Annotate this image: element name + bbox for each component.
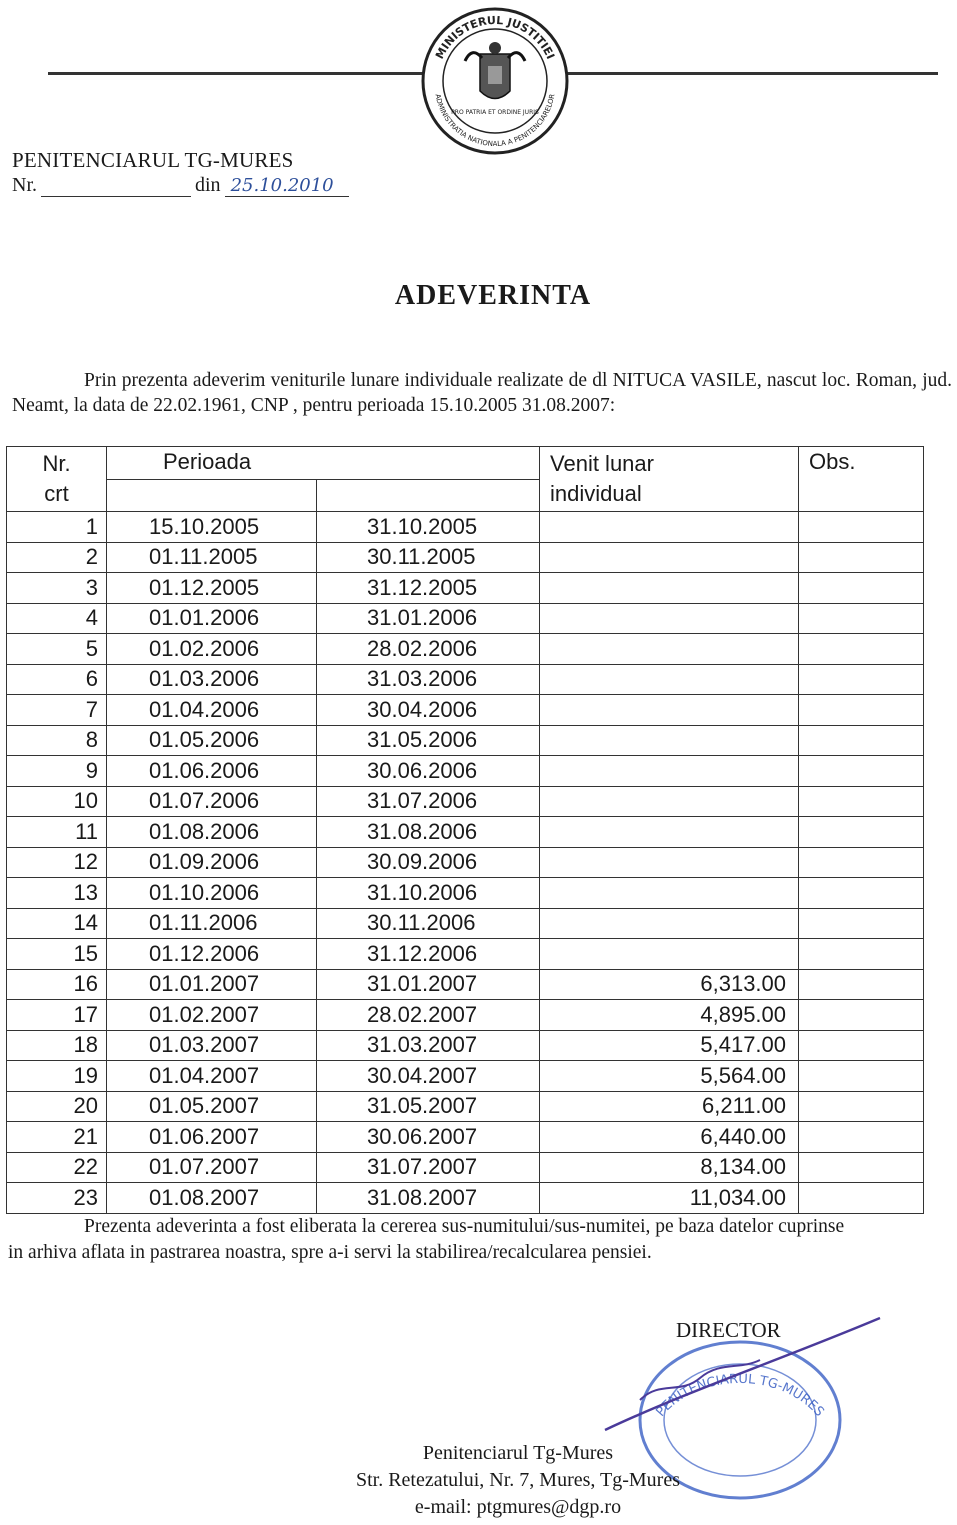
row-number-cell: 8 [7, 725, 107, 756]
obs-cell [799, 1061, 924, 1092]
row-number-cell: 9 [7, 756, 107, 787]
obs-cell [799, 756, 924, 787]
income-cell [540, 512, 799, 543]
row-number-cell: 22 [7, 1152, 107, 1183]
period-start-cell: 01.02.2006 [107, 634, 317, 665]
obs-cell [799, 1183, 924, 1214]
document-title: ADEVERINTA [394, 280, 592, 311]
header-perioada: Perioada [107, 447, 540, 480]
obs-cell [799, 878, 924, 909]
footer-line-1: Penitenciarul Tg-Mures [422, 1442, 614, 1464]
row-number-cell: 5 [7, 634, 107, 665]
period-end-cell: 28.02.2007 [317, 1000, 540, 1031]
income-cell [540, 573, 799, 604]
closing-line-2: in arhiva aflata in pastrarea noastra, spre a-i servi la stabilirea/recalcularea pensiei. [8, 1242, 652, 1263]
period-start-cell: 01.07.2007 [107, 1152, 317, 1183]
footer-email: e-mail: ptgmures@dgp.ro [414, 1496, 622, 1518]
income-cell: 6,313.00 [540, 969, 799, 1000]
intro-paragraph [12, 368, 952, 418]
income-cell [540, 939, 799, 970]
table-row [7, 939, 924, 970]
header-nr-crt: Nr. crt [7, 447, 107, 512]
table-row [7, 847, 924, 878]
row-number-cell: 2 [7, 542, 107, 573]
row-number-cell: 7 [7, 695, 107, 726]
row-number-cell: 18 [7, 1030, 107, 1061]
income-cell [540, 847, 799, 878]
row-number-cell: 13 [7, 878, 107, 909]
row-number-cell: 12 [7, 847, 107, 878]
obs-cell [799, 664, 924, 695]
obs-cell [799, 695, 924, 726]
table-row [7, 878, 924, 909]
period-end-cell: 31.08.2006 [317, 817, 540, 848]
income-cell: 6,440.00 [540, 1122, 799, 1153]
obs-cell [799, 969, 924, 1000]
obs-cell [799, 634, 924, 665]
row-number-cell: 10 [7, 786, 107, 817]
footer-line-2: Str. Retezatului, Nr. 7, Mures, Tg-Mures [355, 1469, 681, 1491]
table-row [7, 725, 924, 756]
income-cell [540, 695, 799, 726]
table-row [7, 1091, 924, 1122]
institution-name: PENITENCIARUL TG-MURES [12, 148, 294, 172]
table-row [7, 1152, 924, 1183]
period-end-cell: 31.01.2007 [317, 969, 540, 1000]
table-row [7, 1183, 924, 1214]
period-start-cell: 01.08.2006 [107, 817, 317, 848]
period-start-cell: 01.05.2007 [107, 1091, 317, 1122]
table-row [7, 512, 924, 543]
period-end-cell: 31.03.2006 [317, 664, 540, 695]
period-start-cell: 01.02.2007 [107, 1000, 317, 1031]
table-row [7, 1061, 924, 1092]
period-start-cell: 01.09.2006 [107, 847, 317, 878]
income-cell [540, 756, 799, 787]
row-number-cell: 14 [7, 908, 107, 939]
period-end-cell: 31.10.2006 [317, 878, 540, 909]
svg-text:ADMINISTRATIA NATIONALA A PENI: ADMINISTRATIA NATIONALA A PENITENCIARELOR [433, 93, 557, 149]
row-number-cell: 23 [7, 1183, 107, 1214]
period-start-cell: 01.12.2005 [107, 573, 317, 604]
header-perioada-from [107, 479, 317, 512]
obs-cell [799, 512, 924, 543]
period-start-cell: 01.06.2006 [107, 756, 317, 787]
period-end-cell: 30.11.2006 [317, 908, 540, 939]
obs-cell [799, 603, 924, 634]
period-start-cell: 01.11.2006 [107, 908, 317, 939]
handwritten-date: 25.10.2010 [225, 175, 349, 197]
footer-address [200, 1440, 836, 1521]
obs-cell [799, 1000, 924, 1031]
period-end-cell: 31.12.2006 [317, 939, 540, 970]
table-row [7, 573, 924, 604]
obs-cell [799, 786, 924, 817]
table-row [7, 817, 924, 848]
period-start-cell: 01.04.2006 [107, 695, 317, 726]
table-row [7, 695, 924, 726]
table-row [7, 908, 924, 939]
income-cell [540, 542, 799, 573]
nr-label: Nr. [12, 174, 37, 196]
period-end-cell: 31.03.2007 [317, 1030, 540, 1061]
obs-cell [799, 1152, 924, 1183]
period-start-cell: 01.05.2006 [107, 725, 317, 756]
header-venit: Venit lunar individual [540, 447, 799, 512]
period-start-cell: 01.10.2006 [107, 878, 317, 909]
closing-line-1: Prezenta adeverinta a fost eliberata la cererea sus-numitului/sus-numitei, pe baza datelor cuprinse [84, 1216, 845, 1237]
period-start-cell: 01.11.2005 [107, 542, 317, 573]
ministry-seal-logo [420, 6, 570, 156]
obs-cell [799, 1122, 924, 1153]
closing-paragraph [8, 1214, 957, 1266]
table-row [7, 969, 924, 1000]
period-start-cell: 01.12.2006 [107, 939, 317, 970]
stamp-text: PENITENCIARUL TG-MURES [653, 1371, 827, 1420]
period-start-cell: 01.01.2007 [107, 969, 317, 1000]
row-number-cell: 15 [7, 939, 107, 970]
period-end-cell: 28.02.2006 [317, 634, 540, 665]
obs-cell [799, 939, 924, 970]
period-start-cell: 01.03.2007 [107, 1030, 317, 1061]
period-end-cell: 31.08.2007 [317, 1183, 540, 1214]
income-table-wrapper [6, 446, 923, 1214]
obs-cell [799, 847, 924, 878]
income-cell: 4,895.00 [540, 1000, 799, 1031]
period-start-cell: 01.03.2006 [107, 664, 317, 695]
period-end-cell: 30.06.2007 [317, 1122, 540, 1153]
income-cell [540, 664, 799, 695]
svg-text:PENITENCIARUL TG-MURES [653, 1372, 826, 1420]
row-number-cell: 1 [7, 512, 107, 543]
period-end-cell: 31.07.2006 [317, 786, 540, 817]
obs-cell [799, 573, 924, 604]
period-start-cell: 01.07.2006 [107, 786, 317, 817]
income-cell: 11,034.00 [540, 1183, 799, 1214]
svg-text:MINISTERUL JUSTITIEI: MINISTERUL JUSTITIEI [432, 13, 558, 62]
obs-cell [799, 1091, 924, 1122]
period-start-cell: 01.01.2006 [107, 603, 317, 634]
period-end-cell: 31.10.2005 [317, 512, 540, 543]
header-obs: Obs. [799, 447, 924, 512]
income-cell [540, 817, 799, 848]
registration-line [12, 174, 349, 197]
income-cell: 5,417.00 [540, 1030, 799, 1061]
period-end-cell: 30.04.2007 [317, 1061, 540, 1092]
table-row [7, 1000, 924, 1031]
income-table-body [7, 512, 924, 1214]
period-end-cell: 31.12.2005 [317, 573, 540, 604]
obs-cell [799, 817, 924, 848]
table-row [7, 1030, 924, 1061]
row-number-cell: 16 [7, 969, 107, 1000]
obs-cell [799, 908, 924, 939]
intro-text: Prin prezenta adeverim veniturile lunare individuale realizate de dl NITUCA VASILE, nascut loc. Roman, jud. Neamt, la data de 22.02.1961, CNP , pentru perioada 15.10.2005 31.08.2007: [12, 370, 952, 416]
row-number-cell: 19 [7, 1061, 107, 1092]
income-cell [540, 725, 799, 756]
income-cell: 6,211.00 [540, 1091, 799, 1122]
obs-cell [799, 725, 924, 756]
income-table [6, 446, 924, 1214]
period-start-cell: 01.06.2007 [107, 1122, 317, 1153]
table-row [7, 1122, 924, 1153]
income-cell: 8,134.00 [540, 1152, 799, 1183]
table-row [7, 634, 924, 665]
table-row [7, 756, 924, 787]
income-cell [540, 786, 799, 817]
period-end-cell: 30.04.2006 [317, 695, 540, 726]
row-number-cell: 6 [7, 664, 107, 695]
period-end-cell: 31.01.2006 [317, 603, 540, 634]
table-row [7, 786, 924, 817]
period-end-cell: 31.05.2006 [317, 725, 540, 756]
period-end-cell: 30.09.2006 [317, 847, 540, 878]
income-cell [540, 908, 799, 939]
income-cell [540, 634, 799, 665]
income-cell [540, 878, 799, 909]
period-end-cell: 31.07.2007 [317, 1152, 540, 1183]
table-row [7, 542, 924, 573]
row-number-cell: 17 [7, 1000, 107, 1031]
row-number-cell: 3 [7, 573, 107, 604]
row-number-cell: 20 [7, 1091, 107, 1122]
table-row [7, 603, 924, 634]
row-number-cell: 11 [7, 817, 107, 848]
nr-blank-field [41, 178, 191, 197]
income-cell [540, 603, 799, 634]
obs-cell [799, 1030, 924, 1061]
table-row [7, 664, 924, 695]
period-start-cell: 15.10.2005 [107, 512, 317, 543]
period-end-cell: 30.06.2006 [317, 756, 540, 787]
row-number-cell: 21 [7, 1122, 107, 1153]
din-label: din [195, 174, 221, 196]
period-end-cell: 30.11.2005 [317, 542, 540, 573]
period-start-cell: 01.04.2007 [107, 1061, 317, 1092]
header-perioada-to [317, 479, 540, 512]
director-label: DIRECTOR [676, 1318, 781, 1342]
row-number-cell: 4 [7, 603, 107, 634]
period-end-cell: 31.05.2007 [317, 1091, 540, 1122]
svg-text:PRO PATRIA ET ORDINE JURIS: PRO PATRIA ET ORDINE JURIS [451, 109, 539, 116]
obs-cell [799, 542, 924, 573]
income-cell: 5,564.00 [540, 1061, 799, 1092]
period-start-cell: 01.08.2007 [107, 1183, 317, 1214]
